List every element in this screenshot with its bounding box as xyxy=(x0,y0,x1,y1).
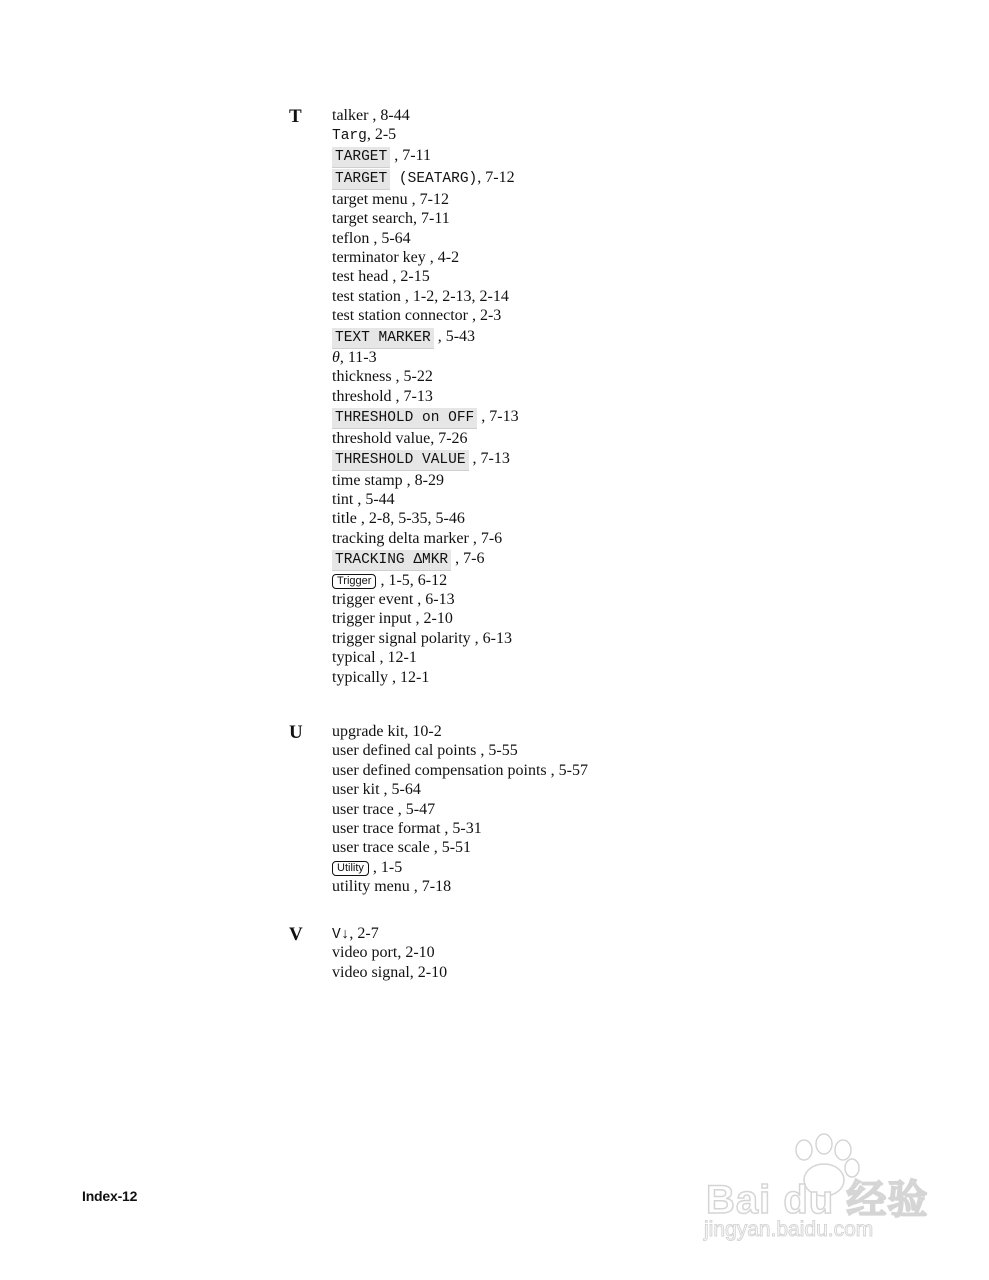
term-suffix: (SEATARG) xyxy=(390,171,478,188)
softkey-label: TARGET xyxy=(332,169,390,190)
entry-text: target search, 7-11 xyxy=(332,210,450,228)
entry-text: typically , 12-1 xyxy=(332,668,430,686)
entry-text: trigger event , 6-13 xyxy=(332,591,455,609)
entry-text: typical , 12-1 xyxy=(332,649,417,667)
entry-text: user trace format , 5-31 xyxy=(332,819,482,837)
index-entry xyxy=(332,877,588,896)
entry-text: test station connector , 2-3 xyxy=(332,307,502,325)
index-entry xyxy=(332,145,519,168)
entry-text: user kit , 5-64 xyxy=(332,781,421,799)
entry-text: user trace , 5-47 xyxy=(332,800,436,818)
index-entry xyxy=(332,229,519,248)
index-entry xyxy=(332,367,519,386)
watermark-brand: Bai du 经验 xyxy=(706,1178,929,1222)
baidu-watermark xyxy=(700,1130,940,1250)
index-entry xyxy=(332,648,519,667)
index-entry xyxy=(332,800,588,819)
term-label: V↓ xyxy=(332,927,350,943)
entry-text: , 7-13 xyxy=(468,450,510,468)
softkey-label: TARGET xyxy=(332,147,390,168)
entry-text: user defined compensation points , 5-57 xyxy=(332,761,588,779)
term-label: Targ xyxy=(332,128,367,145)
entry-text: upgrade kit, 10-2 xyxy=(332,723,442,740)
entry-text: test station , 1-2, 2-13, 2-14 xyxy=(332,287,509,305)
term-label: θ xyxy=(332,349,340,367)
index-entry xyxy=(332,248,519,267)
section-letter: T xyxy=(289,106,302,127)
index-entry xyxy=(332,741,588,760)
entry-text: , 5-43 xyxy=(433,327,476,345)
index-entry xyxy=(332,548,519,571)
index-entry xyxy=(332,429,519,448)
index-entry xyxy=(332,571,519,590)
index-entry xyxy=(332,838,588,857)
entry-text: user defined cal points , 5-55 xyxy=(332,742,518,760)
index-entry xyxy=(332,306,519,325)
softkey-label: THRESHOLD VALUE xyxy=(332,450,469,471)
entry-text: talker , 8-44 xyxy=(332,107,410,124)
entry-text: test head , 2-15 xyxy=(332,268,430,286)
index-entry xyxy=(332,490,519,509)
entry-text: threshold value, 7-26 xyxy=(332,429,468,447)
entry-list xyxy=(332,924,447,982)
hardkey-label: Trigger xyxy=(332,574,376,589)
index-entry xyxy=(332,609,519,628)
index-entry xyxy=(332,529,519,548)
index-entry xyxy=(332,287,519,306)
entry-text: trigger input , 2-10 xyxy=(332,610,453,628)
watermark-url: jingyan.baidu.com xyxy=(704,1218,874,1241)
index-entry xyxy=(332,125,519,144)
index-entry xyxy=(332,963,447,982)
entry-text: , 7-11 xyxy=(390,146,431,164)
index-entry xyxy=(332,943,447,962)
index-entry xyxy=(332,819,588,838)
entry-text: , 2-7 xyxy=(349,925,379,942)
page-footer: Index-12 xyxy=(82,1188,138,1204)
index-entry xyxy=(332,780,588,799)
index-entry xyxy=(332,448,519,471)
entry-text: threshold , 7-13 xyxy=(332,387,433,405)
entry-text: , 1-5 xyxy=(368,858,403,876)
softkey-label: TRACKING ΔMKR xyxy=(332,550,451,571)
index-entry xyxy=(332,190,519,209)
index-entry xyxy=(332,590,519,609)
entry-text: teflon , 5-64 xyxy=(332,229,411,247)
entry-text: , 2-5 xyxy=(366,126,397,144)
entry-text: , 7-6 xyxy=(451,550,485,568)
index-entry xyxy=(332,326,519,349)
index-entry xyxy=(332,629,519,648)
entry-text: trigger signal polarity , 6-13 xyxy=(332,629,512,647)
section-letter: U xyxy=(289,722,303,743)
entry-text: utility menu , 7-18 xyxy=(332,878,452,896)
index-entry xyxy=(332,209,519,228)
section-letter: V xyxy=(289,924,303,945)
entry-text: , 7-13 xyxy=(477,408,519,426)
hardkey-label: Utility xyxy=(332,861,369,876)
index-entry xyxy=(332,509,519,528)
entry-text: title , 2-8, 5-35, 5-46 xyxy=(332,510,465,528)
index-entry xyxy=(332,668,519,687)
index-entry xyxy=(332,761,588,780)
index-entry xyxy=(332,387,519,406)
entry-text: target menu , 7-12 xyxy=(332,190,450,208)
entry-text: time stamp , 8-29 xyxy=(332,471,444,489)
softkey-label: TEXT MARKER xyxy=(332,328,434,349)
index-entry xyxy=(332,106,519,125)
index-entry xyxy=(332,267,519,286)
entry-list xyxy=(332,722,588,897)
entry-text: thickness , 5-22 xyxy=(332,368,433,386)
entry-text: tint , 5-44 xyxy=(332,490,395,508)
entry-text: , 11-3 xyxy=(339,349,377,367)
entry-text: tracking delta marker , 7-6 xyxy=(332,529,503,547)
index-entry xyxy=(332,471,519,490)
index-entry xyxy=(332,722,588,741)
entry-text: terminator key , 4-2 xyxy=(332,248,460,266)
entry-list xyxy=(332,106,519,687)
index-entry xyxy=(332,167,519,190)
index-entry xyxy=(332,924,447,943)
index-entry xyxy=(332,858,588,877)
entry-text: video signal, 2-10 xyxy=(332,963,448,981)
entry-text: , 7-12 xyxy=(477,169,515,187)
entry-text: user trace scale , 5-51 xyxy=(332,839,472,857)
index-entry xyxy=(332,348,519,367)
entry-text: video port, 2-10 xyxy=(332,944,435,962)
entry-text: , 1-5, 6-12 xyxy=(376,571,448,589)
softkey-label: THRESHOLD on OFF xyxy=(332,408,477,429)
index-entry xyxy=(332,406,519,429)
